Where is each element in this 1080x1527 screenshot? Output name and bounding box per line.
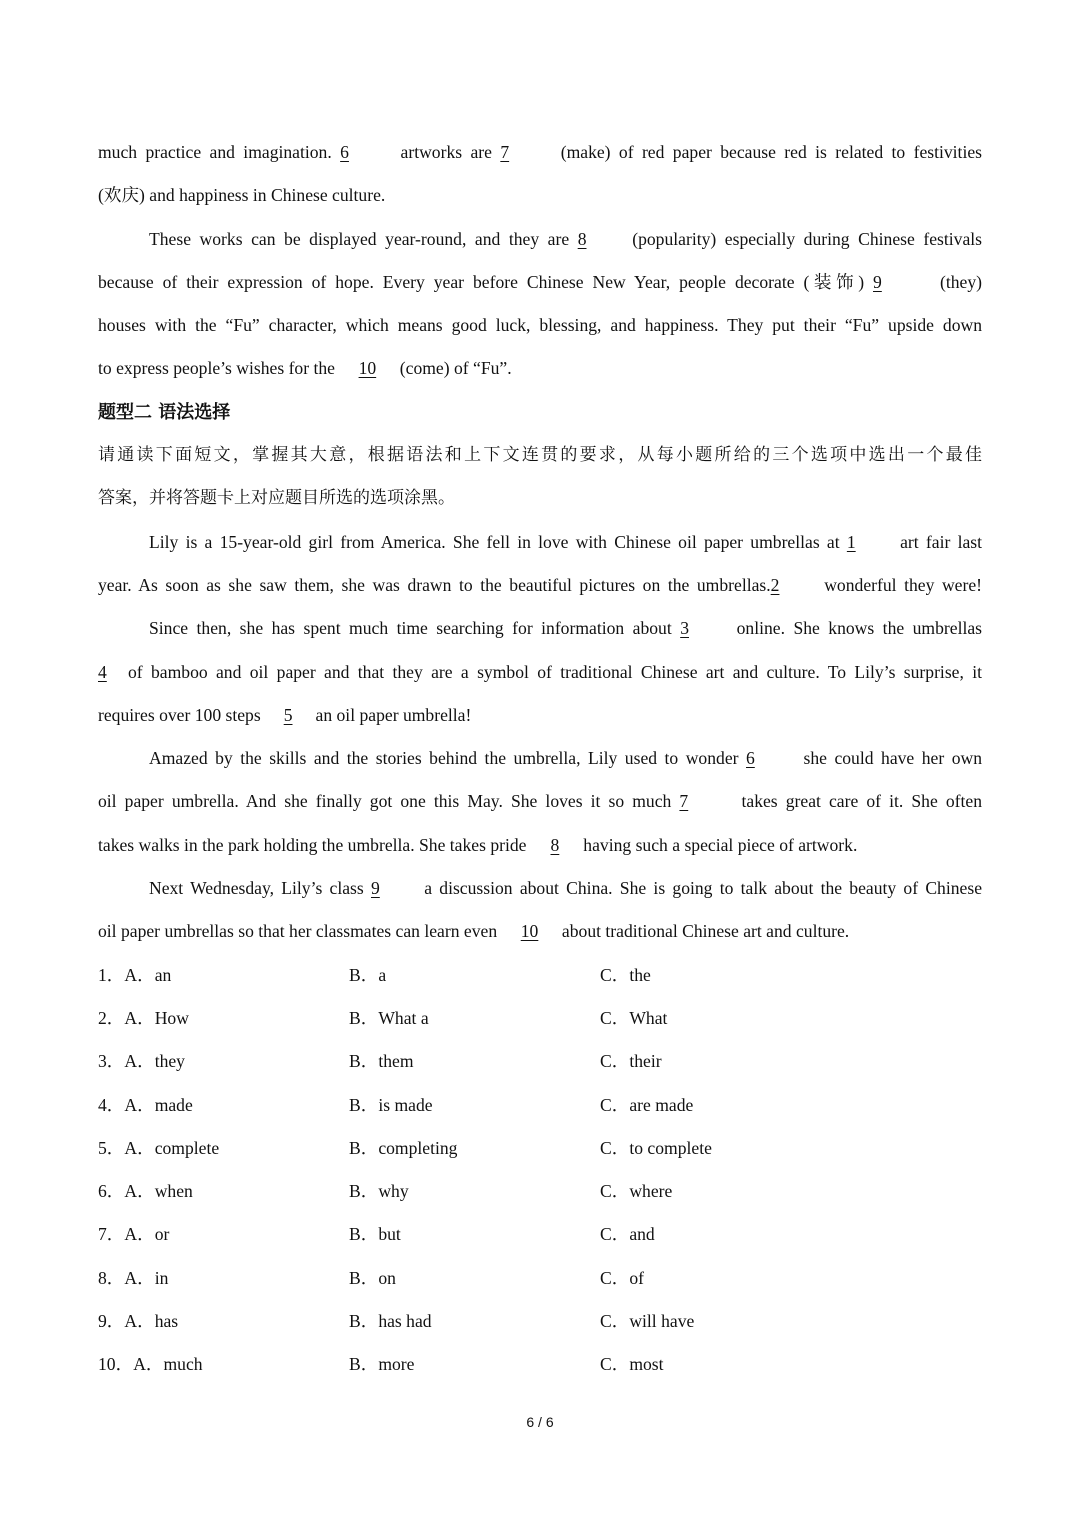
option-row-10 — [98, 1343, 982, 1386]
text-run: oil paper umbrellas so that her classmates can learn even — [98, 921, 502, 942]
blank-8: 8 — [577, 228, 587, 249]
option-c: C．the — [600, 964, 651, 985]
passage2-line — [98, 607, 982, 650]
option-row-2 — [98, 997, 982, 1040]
section-instructions-line1: 请通读下面短文，掌握其大意，根据语法和上下文连贯的要求，从每小题所给的三个选项中选出一个最佳 — [98, 445, 982, 466]
passage1-line4 — [98, 261, 982, 304]
option-b: B．on — [349, 1267, 396, 1288]
text-run: Lily is a 15-year-old girl from America. She fell in love with Chinese oil paper umbrellas at — [149, 531, 847, 552]
option-a: 8．A．in — [98, 1267, 169, 1288]
option-row-8 — [98, 1257, 982, 1300]
passage2-line — [98, 521, 982, 564]
option-c: C．and — [600, 1224, 655, 1245]
option-b: B．more — [349, 1354, 415, 1375]
option-a: 2．A．How — [98, 1007, 189, 1028]
text-run: she could have her own — [796, 748, 983, 769]
blank-8: 8 — [550, 834, 560, 855]
blank-5: 5 — [283, 704, 293, 725]
text-run: online. She knows the umbrellas — [728, 618, 983, 639]
option-a: 10．A．much — [98, 1354, 203, 1375]
option-b: B．completing — [349, 1137, 458, 1158]
page-number: 6 / 6 — [526, 1414, 554, 1430]
passage1-line5: houses with the “Fu” character, which means good luck, blessing, and happiness. They put their “Fu” upside down — [98, 315, 982, 336]
text-run: to express people’s wishes for the — [98, 358, 340, 379]
option-a: 6．A．when — [98, 1181, 193, 1202]
option-c: C．where — [600, 1181, 673, 1202]
option-c: C．will have — [600, 1311, 695, 1332]
option-c: C．to complete — [600, 1137, 712, 1158]
blank-9: 9 — [371, 878, 380, 899]
text-run: artworks are — [392, 142, 501, 162]
text-run: (make) of red paper because red is related to festivities — [552, 142, 982, 162]
passage2-line — [98, 737, 982, 780]
blank-10: 10 — [520, 921, 539, 942]
option-row-3 — [98, 1040, 982, 1083]
option-row-5 — [98, 1127, 982, 1170]
blank-4: 4 — [98, 661, 107, 682]
option-c: C．most — [600, 1354, 664, 1375]
option-a: 5．A．complete — [98, 1137, 220, 1158]
blank-1: 1 — [846, 531, 856, 552]
option-b: B．why — [349, 1181, 409, 1202]
blank-7: 7 — [500, 142, 510, 162]
option-c: C．are made — [600, 1094, 694, 1115]
option-a: 1．A．an — [98, 964, 172, 985]
option-b: B．a — [349, 964, 387, 985]
text-run: takes great care of it. She often — [733, 791, 982, 812]
option-a: 4．A．made — [98, 1094, 193, 1115]
option-a: 7．A．or — [98, 1224, 170, 1245]
passage2-line — [98, 694, 982, 737]
option-row-6 — [98, 1170, 982, 1213]
option-b: B．has had — [349, 1311, 432, 1332]
blank-3: 3 — [680, 618, 689, 639]
option-a: 3．A．they — [98, 1051, 185, 1072]
passage1-line3 — [98, 218, 982, 261]
text-run: art fair last — [892, 531, 982, 552]
passage2-line — [98, 780, 982, 823]
option-row-4 — [98, 1084, 982, 1127]
passage1-line2: (欢庆) and happiness in Chinese culture. — [98, 185, 386, 206]
text-run: wonderful they were! — [816, 574, 982, 595]
text-run: an oil paper umbrella! — [311, 704, 472, 725]
document-page — [98, 131, 982, 1387]
passage2-line — [98, 910, 982, 953]
option-c: C．of — [600, 1267, 644, 1288]
blank-7: 7 — [679, 791, 689, 812]
option-row-7 — [98, 1213, 982, 1256]
text-run: much practice and imagination. — [98, 142, 341, 162]
option-b: B．them — [349, 1051, 414, 1072]
text-run: year. As soon as she saw them, she was drawn to the beautiful pictures on the umbrellas. — [98, 574, 771, 595]
passage2-line — [98, 867, 982, 910]
text-run: These works can be displayed year-round, and they are — [149, 228, 578, 249]
text-run: (popularity) especially during Chinese festivals — [623, 228, 982, 249]
text-run: (they) — [931, 271, 982, 292]
text-run: Since then, she has spent much time searching for information about — [149, 618, 681, 639]
option-c: C．What — [600, 1007, 668, 1028]
blank-9: 9 — [873, 271, 882, 292]
option-a: 9．A．has — [98, 1311, 179, 1332]
section-instructions-line2: 答案，并将答题卡上对应题目所选的选项涂黑。 — [98, 488, 455, 509]
passage2-line — [98, 824, 982, 867]
text-run: Next Wednesday, Lily’s class — [149, 878, 371, 899]
passage2-line — [98, 564, 982, 607]
text-run: of bamboo and oil paper and that they are a symbol of traditional Chinese art and culture. To Lily’s surprise, it — [128, 661, 982, 682]
option-b: B．but — [349, 1224, 401, 1245]
passage2-line — [98, 651, 982, 694]
blank-6: 6 — [746, 748, 755, 769]
blank-6: 6 — [340, 142, 349, 162]
blank-2: 2 — [770, 574, 780, 595]
passage1-line6 — [98, 347, 982, 390]
text-run: requires over 100 steps — [98, 704, 266, 725]
option-row-9 — [98, 1300, 982, 1343]
text-run: (come) of “Fu”. — [395, 358, 512, 379]
option-c: C．their — [600, 1051, 662, 1072]
text-run: a discussion about China. She is going to talk about the beauty of Chinese — [417, 878, 982, 899]
option-row-1 — [98, 954, 982, 997]
option-b: B．What a — [349, 1007, 429, 1028]
section-title: 题型二 语法选择 — [98, 401, 231, 423]
option-b: B．is made — [349, 1094, 433, 1115]
text-run: oil paper umbrella. And she finally got one this May. She loves it so much — [98, 791, 680, 812]
options-list — [98, 954, 982, 1387]
text-run: having such a special piece of artwork. — [578, 834, 858, 855]
text-run: takes walks in the park holding the umbrella. She takes pride — [98, 834, 531, 855]
text-run: Amazed by the skills and the stories behind the umbrella, Lily used to wonder — [149, 748, 746, 769]
passage1-line1 — [98, 131, 982, 174]
text-run: about traditional Chinese art and culture. — [557, 921, 850, 942]
blank-10: 10 — [358, 358, 377, 379]
text-run: because of their expression of hope. Every year before Chinese New Year, people decorate (装饰) — [98, 271, 874, 292]
